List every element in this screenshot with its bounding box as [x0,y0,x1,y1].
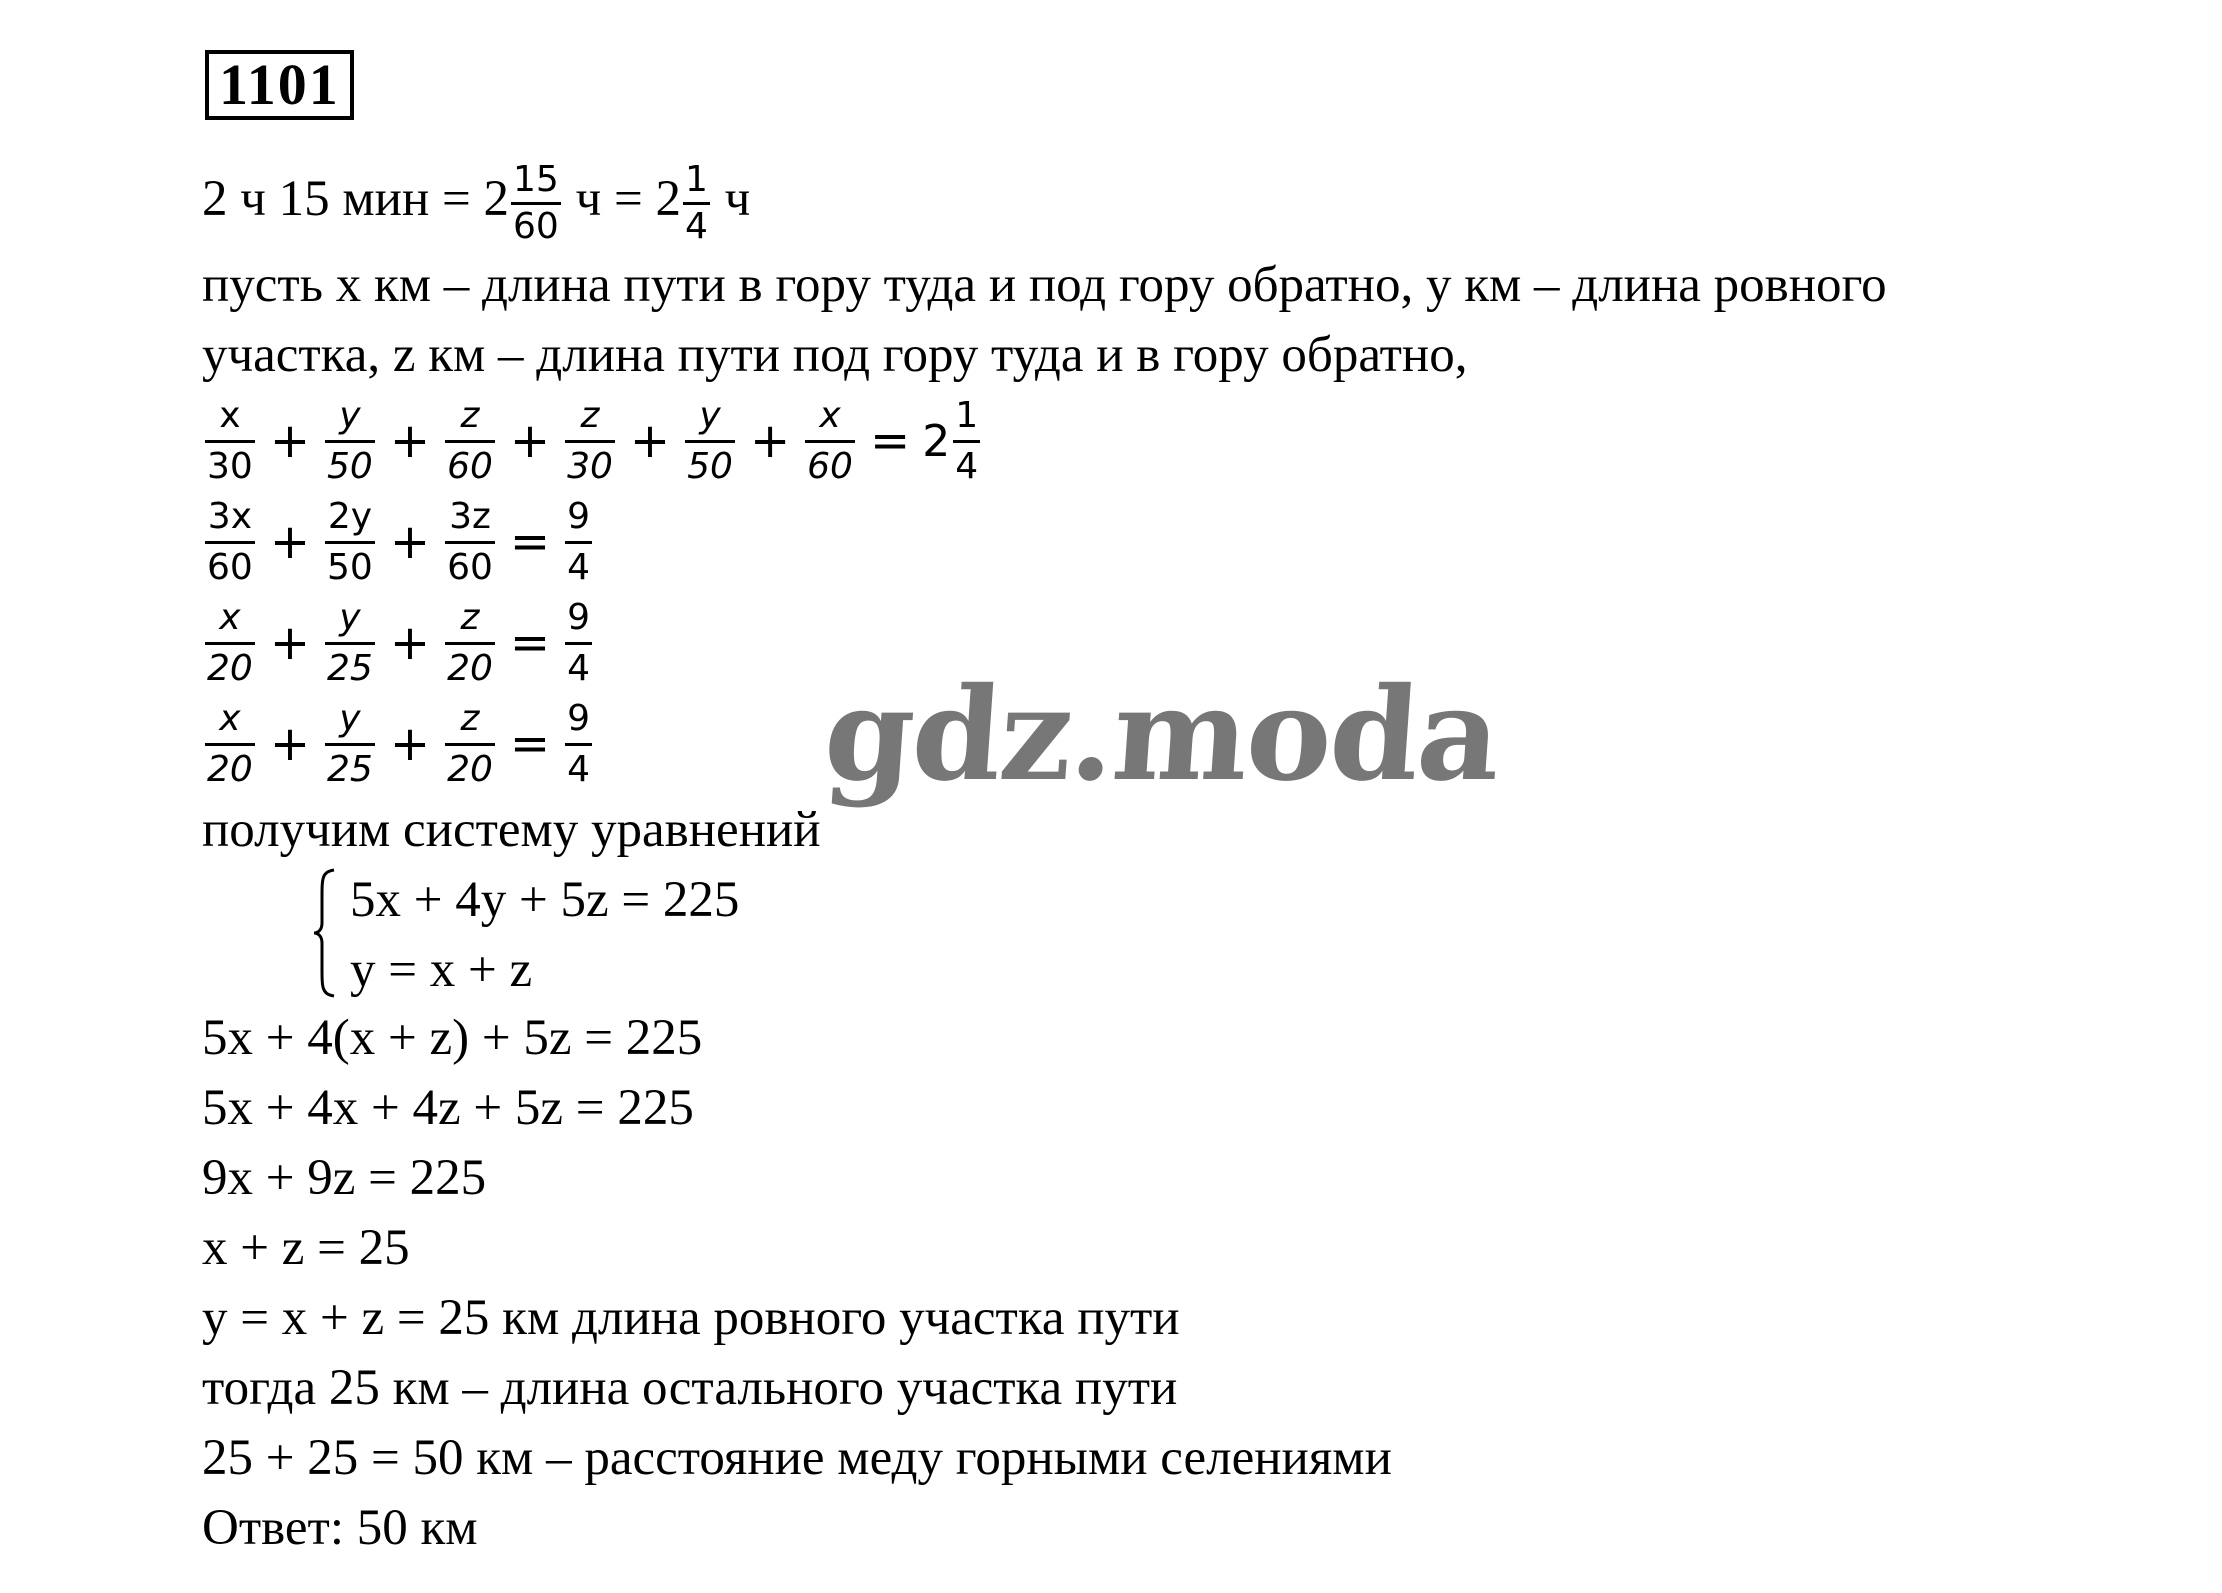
solution-line-3: 9x + 9z = 225 [202,1150,487,1206]
plus-sign: + [269,615,311,671]
equals-sign: = [509,716,551,772]
plus-sign: + [269,716,311,772]
fraction-term [445,596,495,691]
fraction-rhs [953,394,980,489]
system-intro: получим систему уравнений [202,802,821,858]
fraction-term [205,495,255,590]
fraction-denominator: 25 [325,743,375,792]
fraction-numerator: y [339,394,361,436]
system-equation-2: y = x + z [350,942,533,998]
fraction-numerator: 15 [513,159,559,200]
fraction-denominator: 60 [445,541,495,590]
fraction-rhs [565,495,592,590]
fraction-denominator: 20 [445,642,495,691]
fraction-numerator: z [460,697,480,739]
fraction-rhs [565,596,592,691]
fraction-numerator: 1 [955,394,979,436]
plus-sign: + [269,514,311,570]
equation-4 [202,695,595,793]
fraction-1-4 [683,160,710,247]
time-middle: ч = 2 [562,171,682,228]
solution-line-7: 25 + 25 = 50 км – расстояние меду горными селениями [202,1430,1392,1486]
fraction-denominator: 50 [325,541,375,590]
watermark: gdz.moda [819,660,1504,810]
fraction-denominator: 20 [205,743,255,792]
fraction-denominator: 60 [205,541,255,590]
plus-sign: + [749,413,791,469]
solution-line-6: тогда 25 км – длина остального участка пути [202,1360,1178,1416]
fraction-term [445,495,495,590]
plus-sign: + [389,615,431,671]
fraction-denominator: 60 [511,202,561,247]
text-line-2: участка, z км – длина пути под гору туда и в гору обратно, [202,327,1468,383]
fraction-denominator: 20 [445,743,495,792]
fraction-numerator: 9 [567,596,590,638]
plus-sign: + [389,413,431,469]
fraction-denominator: 25 [325,642,375,691]
fraction-term [325,596,375,691]
fraction-numerator: 1 [685,159,708,200]
fraction-numerator: x [819,394,841,436]
plus-sign: + [509,413,551,469]
fraction-term [205,596,255,691]
fraction-numerator: z [460,596,480,638]
fraction-term [205,697,255,792]
fraction-15-60 [511,160,561,247]
fraction-denominator: 4 [565,541,592,590]
system-equation-1: 5x + 4y + 5z = 225 [350,872,740,928]
fraction-denominator: 60 [805,440,855,489]
solution-line-5: y = x + z = 25 км длина ровного участка пути [202,1290,1180,1346]
fraction-rhs [565,697,592,792]
answer-line: Ответ: 50 км [202,1500,478,1556]
fraction-numerator: x [219,596,241,638]
equation-2 [202,493,595,591]
equation-3 [202,594,595,692]
fraction-numerator: x [219,697,241,739]
solution-line-2: 5x + 4x + 4z + 5z = 225 [202,1080,694,1136]
fraction-numerator: y [339,596,361,638]
fraction-numerator: x [219,394,241,436]
fraction-denominator: 4 [565,743,592,792]
equals-sign: = [869,413,911,469]
fraction-denominator: 4 [565,642,592,691]
fraction-term [565,394,615,489]
fraction-denominator: 4 [683,202,710,247]
fraction-term [805,394,855,489]
fraction-term [325,495,375,590]
fraction-denominator: 50 [685,440,735,489]
mixed-whole: 2 [922,415,951,467]
fraction-term [325,697,375,792]
equals-sign: = [509,615,551,671]
plus-sign: + [269,413,311,469]
time-suffix: ч [711,171,751,228]
fraction-numerator: z [580,394,600,436]
plus-sign: + [389,514,431,570]
fraction-term [325,394,375,489]
plus-sign: + [629,413,671,469]
fraction-numerator: 3z [449,495,491,537]
fraction-term [205,394,255,489]
fraction-term [685,394,735,489]
fraction-denominator: 30 [205,440,255,489]
fraction-numerator: y [699,394,721,436]
fraction-numerator: 9 [567,495,590,537]
equals-sign: = [509,514,551,570]
problem-number: 1101 [205,50,354,120]
fraction-numerator: 2y [327,495,373,537]
equation-1 [202,392,983,490]
fraction-numerator: 3x [207,495,253,537]
fraction-denominator: 60 [445,440,495,489]
fraction-term [445,394,495,489]
fraction-numerator: z [460,394,480,436]
time-prefix: 2 ч 15 мин = 2 [202,171,510,228]
fraction-denominator: 4 [953,440,980,489]
fraction-denominator: 30 [565,440,615,489]
fraction-numerator: y [339,697,361,739]
text-line-1: пусть x км – длина пути в гору туда и под гору обратно, y км – длина ровного [202,257,1887,313]
fraction-denominator: 50 [325,440,375,489]
fraction-term [445,697,495,792]
system-brace [312,868,336,998]
fraction-denominator: 20 [205,642,255,691]
fraction-numerator: 9 [567,697,590,739]
plus-sign: + [389,716,431,772]
solution-line-1: 5x + 4(x + z) + 5z = 225 [202,1010,703,1066]
time-conversion-line [202,160,750,247]
solution-line-4: x + z = 25 [202,1220,410,1276]
